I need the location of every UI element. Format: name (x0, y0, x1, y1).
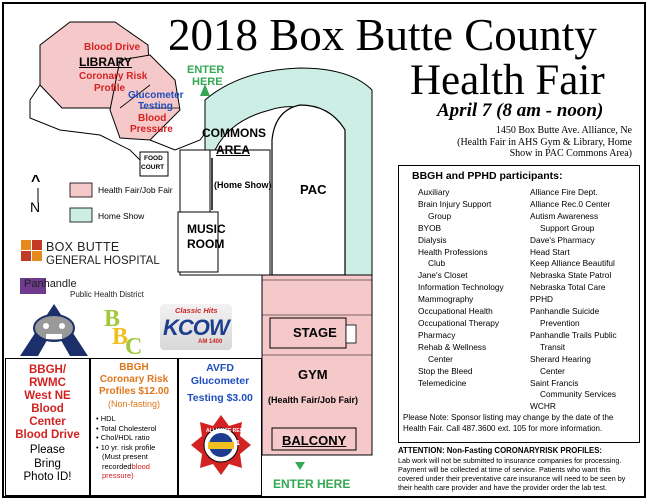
bbgh-line: RWMC (29, 377, 66, 389)
gym-note-label: (Health Fair/Job Fair) (268, 395, 359, 405)
legend-home-show: Home Show (98, 211, 145, 221)
bbgh-logo-line1: BOX BUTTE (46, 240, 120, 254)
bbgh-blood-drive-red (5, 364, 90, 442)
title-line1: 2018 Box Butte County (168, 10, 597, 60)
participant-item: Panhandle Trails Public (530, 329, 617, 340)
coronary-items (96, 414, 156, 481)
room-label: ROOM (187, 237, 225, 251)
address-block (418, 125, 632, 160)
bbgh-blood-drive-black (5, 444, 90, 485)
participant-item: Dave's Pharmacy (530, 234, 595, 245)
bbgh-logo-line2: GENERAL HOSPITAL (46, 255, 160, 267)
bbc-logo-b2: B (112, 324, 129, 350)
participant-item: Pharmacy (418, 329, 456, 340)
home-show-map-label: (Home Show) (214, 180, 272, 190)
coronary-must: recorded (102, 461, 132, 471)
balcony-label: BALCONY (282, 433, 347, 448)
attention-body (398, 456, 625, 492)
event-date: April 7 (8 am - noon) (437, 100, 604, 121)
testing-label: Testing (138, 101, 173, 112)
pphd-logo-line2: Public Health District (70, 290, 144, 299)
legend-swatch-home-show (70, 208, 92, 222)
participant-item: Autism Awareness (530, 210, 599, 221)
title-line2: Health Fair (410, 57, 605, 104)
bbgh-line: Blood (31, 403, 64, 415)
participant-item: Jane's Closet (418, 270, 468, 281)
glucometer-label: Glucometer (128, 90, 184, 101)
badge-number: 1 (236, 440, 240, 447)
participants-note (403, 413, 613, 434)
avfd-title (178, 362, 262, 405)
participant-item: Transit (540, 341, 566, 352)
coronary-must-blood: blood (131, 461, 150, 471)
coronary-title-line: BBGH (119, 362, 149, 373)
location-note: (Health Fair in AHS Gym & Library, Home (457, 136, 632, 148)
fire-badge-icon (190, 414, 252, 476)
coronary-note: (Non-fasting) (107, 399, 161, 409)
kcow-main: KCOW (163, 315, 229, 340)
profile-label: Profile (94, 83, 126, 94)
pphd-logo-line1: Panhandle (24, 278, 77, 290)
coronary-item: • 10 yr. risk profile (96, 442, 156, 452)
food-label: FOOD (144, 155, 163, 162)
coronary-title-line: Coronary Risk (99, 374, 169, 385)
coronary-item: • Chol/HDL ratio (96, 433, 150, 442)
gym-label: GYM (298, 367, 328, 382)
participant-item: Group (428, 210, 452, 221)
avfd-line: Glucometer (190, 375, 250, 387)
north-label: N (30, 199, 41, 215)
stage-label: STAGE (293, 325, 337, 340)
bbgh-line: Blood Drive (15, 429, 80, 441)
bbgh-line: Photo ID! (23, 471, 72, 483)
kcow-top: Classic Hits (175, 306, 218, 315)
participant-item: Panhandle Suicide (530, 306, 600, 317)
participant-item: Center (428, 353, 453, 364)
coronary-must: pressure) (102, 471, 134, 480)
participant-item: Community Services (540, 389, 617, 400)
location-note: Show in PAC Commons Area) (509, 148, 632, 159)
attention-line: Lab work will not be submitted to insurance companies for processing. (398, 456, 622, 465)
participant-item: Occupational Health (418, 306, 493, 317)
participant-item: Center (540, 365, 565, 376)
here-label-top: HERE (192, 76, 223, 88)
bbgh-line: Center (29, 416, 66, 428)
note-line: Please Note: Sponsor listing may change by the date of the (403, 413, 614, 422)
participant-item: Rehab & Wellness (418, 341, 487, 352)
avfd-line: AVFD (206, 362, 234, 374)
participant-item: Mammography (418, 294, 474, 305)
blood-label: Blood (138, 113, 167, 124)
participant-item: Nebraska Total Care (530, 282, 606, 293)
coronary-must: (Must present (102, 452, 148, 461)
blood-drive-label: Blood Drive (84, 42, 141, 53)
bbgh-line: West NE (24, 390, 71, 402)
note-line: Health Fair. Call 487.3600 ext. 105 for more information. (403, 423, 603, 433)
participant-item: Keep Alliance Beautiful (530, 258, 615, 269)
participant-item: Telemedicine (418, 377, 467, 388)
legend-health-fair: Health Fair/Job Fair (98, 185, 173, 195)
participant-item: Support Group (540, 222, 595, 233)
participant-item: Occupational Therapy (418, 317, 500, 328)
attention-line: Payment will be collected at time of service. Patients who want this (398, 465, 611, 474)
bbgh-line: Please (29, 444, 66, 456)
participant-item: Saint Francis (530, 377, 579, 388)
avfd-price: Testing $3.00 (187, 392, 253, 404)
coronary-price: Profiles $12.00 (98, 386, 170, 397)
badge-text: ALLIANCE RESCUE (206, 428, 254, 434)
bbgh-line: Bring (34, 457, 61, 470)
participants-title: BBGH and PPHD participants: (412, 170, 563, 182)
court-label: COURT (141, 164, 165, 171)
participants-right (530, 187, 617, 413)
participant-item: Information Technology (418, 282, 504, 293)
participant-item: WCHR (530, 401, 556, 412)
participant-item: Dialysis (418, 234, 447, 245)
participant-item: Prevention (540, 317, 580, 328)
participant-item: Brain Injury Support (418, 198, 492, 209)
attention-title: ATTENTION: Non-Fasting CORONARYRISK PROFILES: (398, 446, 603, 455)
enter-label-top: ENTER (187, 64, 225, 76)
attention-line: covered under their preventative care insurance will need to be seen by (398, 474, 626, 483)
bbgh-line: BBGH/ (28, 364, 67, 376)
kcow-freq: AM 1400 (198, 339, 223, 345)
participant-item: Health Professions (418, 246, 488, 257)
participant-item: Alliance Fire Dept. (530, 187, 598, 197)
coronary-risk-label: Coronary Risk (79, 71, 148, 82)
area-label: AREA (216, 143, 251, 157)
bbgh-logo-icon (21, 240, 43, 262)
commons-label: COMMONS (202, 126, 266, 140)
pressure-label: Pressure (130, 124, 173, 135)
bbc-logo-b1: B (104, 306, 121, 332)
pac-label: PAC (300, 182, 327, 197)
coronary-item: • HDL (96, 414, 116, 423)
participant-item: BYOB (418, 222, 442, 233)
library-label: LIBRARY (79, 55, 132, 69)
mascot-logo (16, 302, 92, 358)
participant-item: Club (428, 258, 446, 269)
participant-item: Stop the Bleed (418, 365, 473, 376)
participant-item: PPHD (530, 294, 554, 305)
participant-item: Auxiliary (418, 187, 450, 197)
participant-item: Alliance Rec.0 Center (530, 198, 611, 209)
coronary-item: • Total Cholesterol (96, 423, 157, 433)
north-arrow-icon: ^ (31, 173, 41, 190)
coronary-risk-title (90, 362, 178, 410)
legend-swatch-health-fair (70, 183, 92, 197)
participant-item: Sherard Hearing (530, 353, 591, 364)
participants-left (418, 187, 504, 389)
music-label: MUSIC (187, 222, 226, 236)
bbc-logo-c: C (125, 334, 143, 360)
attention-line: their health care provider and have the provider order the lab test. (398, 483, 607, 492)
participant-item: Head Start (530, 246, 570, 257)
enter-label-bottom: ENTER HERE (273, 477, 351, 491)
address-line: 1450 Box Butte Ave. Alliance, Ne (495, 125, 632, 136)
participant-item: Nebraska State Patrol (530, 270, 612, 281)
enter-arrow-bottom (295, 462, 305, 470)
